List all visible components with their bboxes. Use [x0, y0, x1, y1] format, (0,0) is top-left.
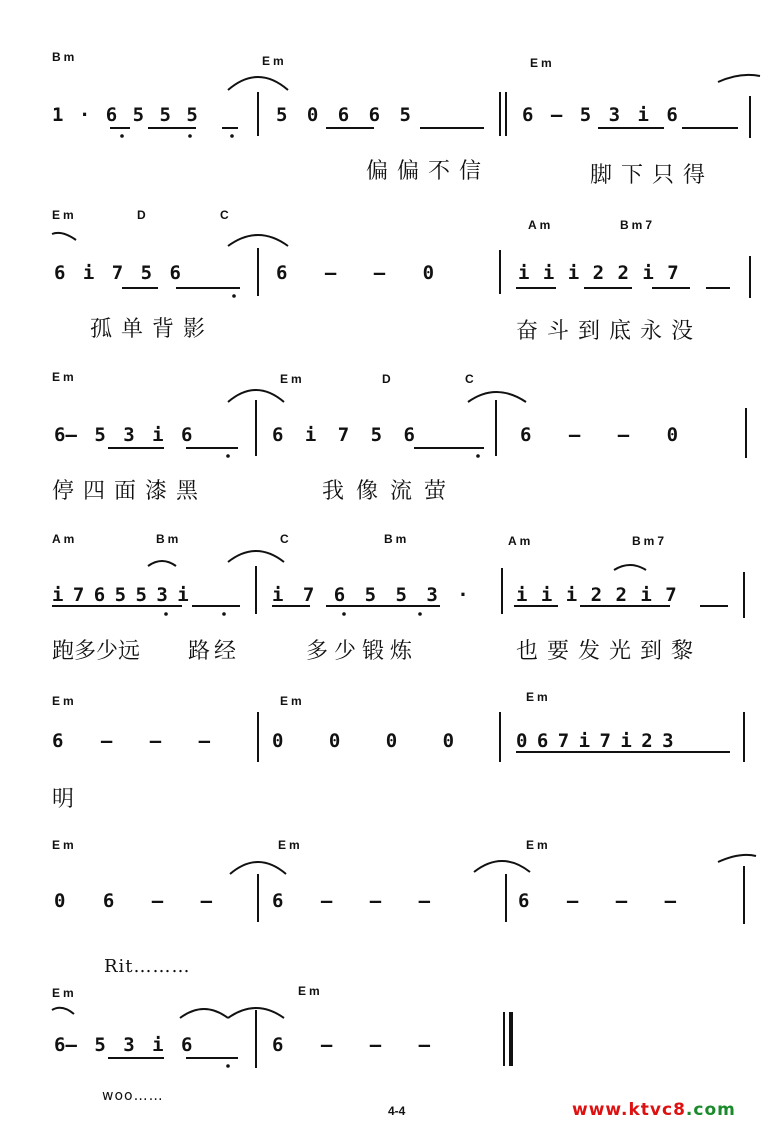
slur — [718, 855, 756, 862]
slur — [614, 565, 646, 570]
chord-label: C — [465, 372, 477, 386]
chord-label: Em — [526, 690, 551, 704]
lyric-line: 明 — [52, 787, 84, 812]
watermark-url-part: ktvc8 — [628, 1100, 686, 1120]
chord-label: Em — [526, 838, 551, 852]
tempo-marking-rit: Rit……… — [104, 956, 191, 977]
lyric-line: 我像流萤 — [322, 479, 459, 504]
lyric-line: 多少锻炼 — [306, 639, 419, 664]
vocal-woo: woo…… — [102, 1088, 164, 1104]
lyric-line: 停四面漆黑 — [52, 479, 208, 504]
lyric-line: 孤单背影 — [90, 317, 215, 342]
measure-notes: 6 — — 0 — [520, 424, 679, 446]
octave-dot — [120, 134, 124, 138]
slur — [474, 861, 530, 872]
chord-label: Bm — [384, 532, 410, 546]
chord-label: Em — [278, 838, 303, 852]
lyric-line: 也要发光到黎 — [516, 639, 703, 664]
slur — [228, 77, 288, 90]
measure-notes: i 7 6 5 5 3 · — [272, 584, 469, 606]
chord-label: C — [280, 532, 292, 546]
chord-label: D — [137, 208, 149, 222]
octave-dot — [342, 612, 346, 616]
chord-label: Em — [530, 56, 555, 70]
measure-notes: 6 i 7 5 6 — [272, 424, 415, 446]
watermark-url-part: www. — [572, 1100, 629, 1120]
measure-notes: 6— 5 3 i 6 — [54, 424, 193, 446]
octave-dot — [230, 134, 234, 138]
measure-notes: 5 0 6 6 5 — [276, 104, 411, 126]
chord-label: Bm — [156, 532, 182, 546]
slur — [180, 1009, 228, 1018]
octave-dot — [222, 612, 226, 616]
octave-dot — [476, 454, 480, 458]
octave-dot — [226, 1064, 230, 1068]
octave-dot — [226, 454, 230, 458]
lyric-line: 跑多少远 — [52, 639, 141, 664]
chord-label: D — [382, 372, 394, 386]
measure-notes: 6 — — — — [518, 890, 677, 912]
measure-notes: 6 — — 0 — [276, 262, 435, 284]
chord-label: Am — [528, 218, 554, 232]
measure-notes: 6 — — — — [272, 890, 431, 912]
octave-dot — [188, 134, 192, 138]
octave-dot — [418, 612, 422, 616]
octave-dot — [232, 294, 236, 298]
measure-notes: 1 · 6 5 5 5 — [52, 104, 198, 126]
measure-notes: 0 6 7 i 7 i 2 3 — [516, 730, 673, 752]
chord-label: Em — [52, 838, 77, 852]
chord-label: Em — [52, 208, 77, 222]
chord-label: C — [220, 208, 232, 222]
lyric-line: 偏偏不信 — [366, 159, 491, 184]
measure-notes: i 7 6 5 5 3 i — [52, 584, 188, 606]
lyric-line: 路经 — [188, 639, 241, 664]
chord-label: Bm7 — [632, 534, 668, 548]
watermark-url-part: .com — [685, 1100, 736, 1120]
chord-label: Em — [52, 694, 77, 708]
lyric-line: 奋斗到底永没 — [516, 319, 703, 344]
slur — [228, 235, 288, 246]
measure-notes: 6 — — — — [272, 1034, 431, 1056]
measure-notes: 0 6 — — — [54, 890, 213, 912]
measure-notes: 6 i 7 5 6 — [54, 262, 181, 284]
chord-label: Am — [508, 534, 534, 548]
chord-label: Bm — [52, 50, 78, 64]
measure-notes: 6— 5 3 i 6 — [54, 1034, 193, 1056]
measure-notes: 6 — 5 3 i 6 — [522, 104, 678, 126]
measure-notes: 0 0 0 0 — [272, 730, 455, 752]
chord-label: Em — [52, 986, 77, 1000]
chord-label: Em — [280, 694, 305, 708]
chord-label: Em — [298, 984, 323, 998]
slur — [52, 233, 76, 240]
page-number: 4-4 — [388, 1104, 406, 1118]
lyric-line: 脚下只得 — [590, 163, 715, 188]
chord-label: Em — [280, 372, 305, 386]
chord-label: Em — [262, 54, 287, 68]
measure-notes: i i i 2 2 i 7 — [516, 584, 677, 606]
slur — [228, 551, 284, 562]
chord-label: Bm7 — [620, 218, 656, 232]
chord-label: Am — [52, 532, 78, 546]
slur — [718, 75, 760, 82]
measure-notes: 6 — — — — [52, 730, 211, 752]
octave-dot — [164, 612, 168, 616]
slur — [148, 561, 176, 566]
slur — [52, 1008, 74, 1014]
chord-label: Em — [52, 370, 77, 384]
measure-notes: i i i 2 2 i 7 — [518, 262, 679, 284]
slur — [230, 862, 286, 874]
